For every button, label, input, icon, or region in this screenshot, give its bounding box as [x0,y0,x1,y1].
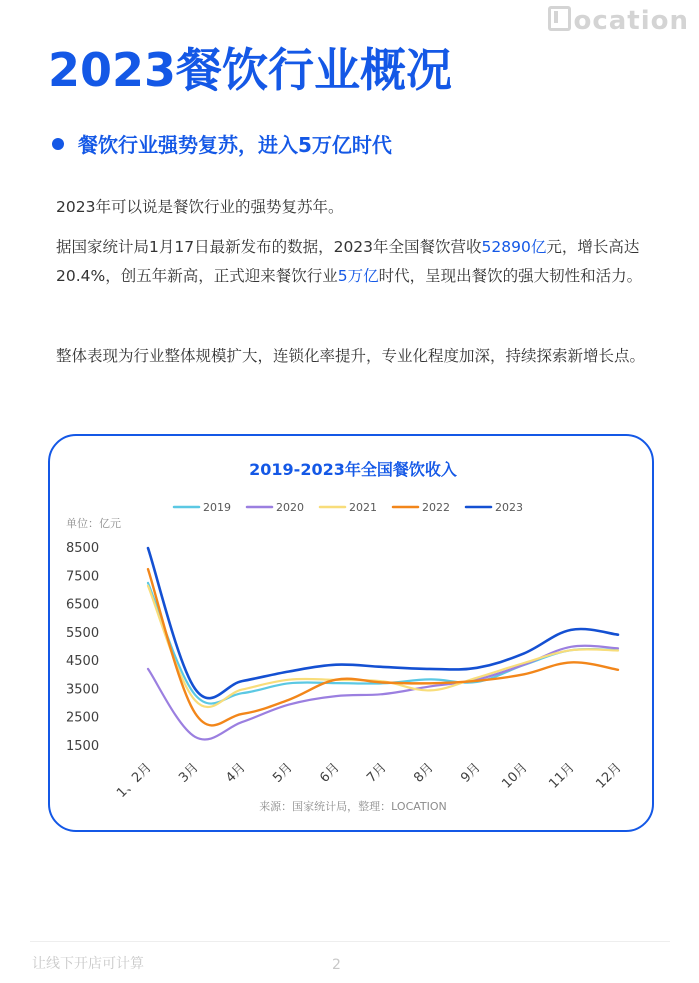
y-tick-label-5500: 5500 [66,625,100,641]
series-line-2023 [148,548,618,698]
page-title: 2023餐饮行业概况 [48,43,453,97]
page-number: 2 [332,957,341,973]
bullet-dot-icon [52,138,64,150]
y-tick-label-7500: 7500 [66,569,100,585]
logo-text: ocation [573,6,689,36]
x-tick-label-8: 9月 [458,760,484,786]
series-line-2021 [148,586,618,707]
series-line-2020 [148,646,618,740]
paragraph-2 [56,233,646,291]
x-tick-label-5: 6月 [317,760,343,786]
series-line-2019 [148,583,618,704]
legend-label-2021: 2021 [349,501,377,514]
footer-divider [30,941,670,942]
location-logo [548,6,689,36]
x-tick-label-1: 1、2月 [114,760,155,801]
trillion-highlight: 5万亿 [337,267,379,285]
section-title: 餐饮行业强势复苏，进入5万亿时代 [78,133,392,157]
paragraph-2-text-c: 时代，呈现出餐饮的强大韧性和活力。 [378,267,643,285]
revenue-highlight: 52890亿 [481,238,547,256]
footer-slogan: 让线下开店可计算 [32,956,144,972]
revenue-line-chart [50,436,656,834]
legend-label-2023: 2023 [495,501,523,514]
chart-card [48,434,654,832]
x-tick-label-3: 4月 [223,760,249,786]
y-tick-label-6500: 6500 [66,597,100,613]
y-axis-unit-label: 单位：亿元 [66,517,121,530]
paragraph-1: 2023年可以说是餐饮行业的强势复苏年。 [56,198,344,216]
y-tick-label-3500: 3500 [66,682,100,698]
x-tick-label-4: 5月 [270,760,296,786]
x-tick-label-11: 12月 [593,760,625,792]
legend-label-2019: 2019 [203,501,231,514]
x-tick-label-10: 11月 [546,760,578,792]
x-tick-label-7: 8月 [411,760,437,786]
y-tick-label-1500: 1500 [66,739,100,754]
y-tick-label-2500: 2500 [66,710,100,726]
x-tick-label-9: 10月 [499,760,531,792]
paragraph-3: 整体表现为行业整体规模扩大，连锁化率提升，专业化程度加深，持续探索新增长点。 [56,347,646,365]
legend-label-2022: 2022 [422,501,450,514]
x-tick-label-2: 3月 [176,760,202,786]
legend-label-2020: 2020 [276,501,304,514]
chart-source: 来源：国家统计局，整理：LOCATION [259,800,447,813]
paragraph-2-text-b: 元，增长高达20.4%，创五年新高，正式迎来餐饮行业 [56,238,640,285]
logo-mark-icon [548,6,571,31]
y-tick-label-8500: 8500 [66,541,100,556]
x-tick-label-6: 7月 [364,760,390,786]
y-tick-label-4500: 4500 [66,654,100,670]
section-heading [52,129,392,158]
paragraph-2-text-a: 据国家统计局1月17日最新发布的数据，2023年全国餐饮营收 [56,238,482,256]
chart-title: 2019-2023年全国餐饮收入 [249,460,457,479]
